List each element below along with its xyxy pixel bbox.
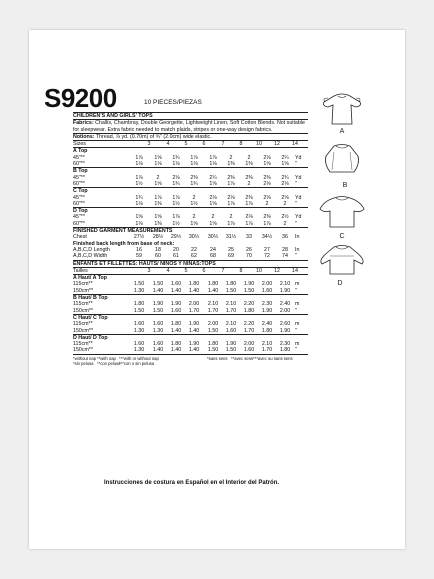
cell-value: 1.80 <box>225 281 237 288</box>
top-d-illustration <box>316 242 368 282</box>
metric-row <box>73 347 308 353</box>
figure-label-b: B <box>342 182 348 189</box>
unit-label: In <box>295 246 300 253</box>
row-label: A,B,C,D Length <box>73 246 110 253</box>
footnotes <box>73 355 308 369</box>
cell-value: 1.30 <box>152 327 164 334</box>
row-label: 60"** <box>73 220 85 227</box>
cell-value: 2 <box>247 180 251 187</box>
row-label: Finished back length from base of neck: <box>73 240 175 247</box>
row-label: A Top <box>73 148 88 155</box>
footnote-text: *without nap <box>73 355 97 361</box>
cell-value: 7 <box>221 141 225 148</box>
unit-label: " <box>295 307 297 314</box>
cell-value: 2.10 <box>261 341 273 348</box>
cell-value: 36 <box>282 234 288 241</box>
row-label: A Haut/ A Top <box>73 275 108 282</box>
row-label: ENFANTS ET FILLETTES: HAUTS/ NIÑOS Y NIÑAS:TOPS <box>73 260 216 267</box>
row-label: 150cm** <box>73 327 94 334</box>
metric-row <box>73 288 308 294</box>
cell-value: 2.60 <box>279 321 291 328</box>
cell-value: 1.50 <box>243 287 255 294</box>
cell-value: 1.90 <box>152 301 164 308</box>
cell-value: 1.40 <box>170 327 182 334</box>
cell-value: 1⅛ <box>135 200 143 207</box>
cell-value: 1.80 <box>207 341 219 348</box>
cell-value: 1.40 <box>170 287 182 294</box>
row-label: Chest <box>73 234 87 241</box>
unit-label: Yd <box>295 214 302 221</box>
cell-value: 26 <box>246 246 252 253</box>
cell-value: 1⅞ <box>135 174 143 181</box>
metric-row <box>73 308 308 314</box>
row-label: 45"** <box>73 214 85 221</box>
row-label: 115cm** <box>73 341 93 348</box>
cell-value: 1.60 <box>133 321 145 328</box>
row-label: D Haut/ D Top <box>73 334 108 341</box>
metric-title <box>73 261 308 267</box>
notions-label: Notions: <box>73 133 95 140</box>
cell-value: 1⅛ <box>154 161 162 168</box>
unit-label: Yd <box>295 194 302 201</box>
cell-value: 1⅞ <box>227 200 235 207</box>
fabrics-text: Challis, Chambray, Double Georgette, Lightweight Linen, Soft Cotton Blends. Not suitable for sleepwear. Extra fabric needed to match plaids, stripes or one-way design fabrics. <box>73 120 305 133</box>
unit-label: Yd <box>295 174 302 181</box>
cell-value: 2⅝ <box>281 194 289 201</box>
cell-value: 2.40 <box>279 301 291 308</box>
cell-value: 1.40 <box>152 347 164 354</box>
cell-value: 2 <box>229 154 233 161</box>
cell-value: 2⅛ <box>263 154 271 161</box>
cell-value: 1.90 <box>243 281 255 288</box>
footnote-text: **avec sens <box>231 355 254 361</box>
cell-value: 1⅝ <box>154 180 162 187</box>
cell-value: 31½ <box>225 234 237 241</box>
cell-value: 1.70 <box>207 307 219 314</box>
cell-value: 1.70 <box>243 327 255 334</box>
cell-value: 2.00 <box>279 307 291 314</box>
notions-text: Thread, ⅞ yd. (0.70m) of ¾" (2.0cm) wide elastic. <box>95 133 212 140</box>
cell-value: 1.90 <box>188 321 200 328</box>
cell-value: 1.90 <box>225 341 237 348</box>
cell-value: 1¾ <box>172 180 180 187</box>
cell-value: 1⅞ <box>245 220 253 227</box>
cell-value: 1.30 <box>133 287 145 294</box>
yardage-row <box>73 201 308 207</box>
cell-value: 2⅛ <box>227 194 235 201</box>
row-label: 115cm** <box>73 321 93 328</box>
footnote-text: *sin pelusa <box>73 360 94 366</box>
cell-value: 1⅞ <box>227 180 235 187</box>
row-label: 45"** <box>73 154 85 161</box>
cell-value: 1⅞ <box>190 154 198 161</box>
row-label: C Top <box>73 188 88 195</box>
cell-value: 70 <box>246 253 252 260</box>
cell-value: 34½ <box>261 234 273 241</box>
cell-value: 8 <box>239 267 243 274</box>
row-label: 60"** <box>73 161 85 168</box>
cell-value: 4 <box>166 141 170 148</box>
cell-value: 29½ <box>170 234 182 241</box>
yardage-row <box>73 221 308 227</box>
cell-value: 2⅜ <box>245 194 253 201</box>
cell-value: 59 <box>136 253 142 260</box>
figure-label-c: C <box>339 233 345 240</box>
cell-value: 2⅜ <box>263 174 271 181</box>
cell-value: 14 <box>292 141 298 148</box>
cell-value: 1⅞ <box>245 200 253 207</box>
cell-value: 2½ <box>281 214 289 221</box>
cell-value: 1.50 <box>207 347 219 354</box>
cell-value: 1.80 <box>133 301 145 308</box>
unit-label: " <box>295 180 297 187</box>
cell-value: 2.00 <box>243 341 255 348</box>
chart-title: CHILDREN'S AND GIRLS' TOPS <box>73 113 153 119</box>
width-row <box>73 253 308 259</box>
unit-label: " <box>295 161 297 168</box>
unit-label: " <box>295 327 297 334</box>
figure-label-a: A <box>339 128 345 135</box>
cell-value: 10 <box>256 141 262 148</box>
cell-value: 1.40 <box>188 327 200 334</box>
cell-value: 1⅜ <box>154 220 162 227</box>
cell-value: 1.50 <box>152 307 164 314</box>
cell-value: 1.30 <box>133 347 145 354</box>
cell-value: 2 <box>229 214 233 221</box>
cell-value: 1⅛ <box>135 161 143 168</box>
cell-value: 2.20 <box>243 301 255 308</box>
cell-value: 5 <box>184 141 188 148</box>
cell-value: 2⅜ <box>190 174 198 181</box>
footnote-text: ***con o sin pelusa <box>119 360 155 366</box>
cell-value: 1½ <box>172 200 180 207</box>
cell-value: 2 <box>283 220 287 227</box>
cell-value: 1¾ <box>135 194 143 201</box>
row-label: FINISHED GARMENT MEASUREMENTS <box>73 228 173 235</box>
row-label: A,B,C,D Width <box>73 253 108 260</box>
cell-value: 1⅞ <box>135 154 143 161</box>
cell-value: 1.50 <box>133 281 145 288</box>
cell-value: 2.10 <box>279 281 291 288</box>
figure-label-d: D <box>337 280 343 287</box>
cell-value: 1.60 <box>170 281 182 288</box>
footnote-text: *sans sens <box>207 355 228 361</box>
cell-value: 2.10 <box>225 301 237 308</box>
unit-label: " <box>295 347 297 354</box>
cell-value: 1.90 <box>188 341 200 348</box>
pieces-count: 10 PIECES/PIEZAS <box>144 99 202 106</box>
cell-value: 2⅝ <box>263 194 271 201</box>
cell-value: 1.80 <box>188 281 200 288</box>
cell-value: 1.80 <box>243 307 255 314</box>
cell-value: 1⅝ <box>209 180 217 187</box>
unit-label: m <box>295 301 300 308</box>
cell-value: 1.40 <box>188 347 200 354</box>
cell-value: 28½ <box>152 234 164 241</box>
cell-value: 25 <box>228 246 234 253</box>
cell-value: 16 <box>136 246 142 253</box>
cell-value: 1⅛ <box>190 161 198 168</box>
cell-value: 60 <box>155 253 161 260</box>
cell-value: 1⅝ <box>135 214 143 221</box>
cell-value: 1⅛ <box>172 161 180 168</box>
cell-value: 62 <box>191 253 197 260</box>
cell-value: 1⅝ <box>281 161 289 168</box>
cell-value: 1.70 <box>225 307 237 314</box>
yardage-row <box>73 161 308 167</box>
unit-label: " <box>295 220 297 227</box>
unit-label: Yd <box>295 154 302 161</box>
top-c-illustration <box>316 193 368 233</box>
cell-value: 1.40 <box>152 287 164 294</box>
fabrics-paragraph <box>73 120 308 133</box>
sizes-row <box>73 141 308 147</box>
footnote-text: ***with or without nap <box>119 355 159 361</box>
cell-value: 1½ <box>172 220 180 227</box>
cell-value: 2⅛ <box>245 214 253 221</box>
cell-value: 1⅛ <box>135 220 143 227</box>
cell-value: 1⅝ <box>263 161 271 168</box>
spanish-instructions-note: Instrucciones de costura en Español en el Interior del Patrón. <box>104 480 280 486</box>
cell-value: 1⅝ <box>190 220 198 227</box>
cell-value: 1⅞ <box>263 220 271 227</box>
cell-value: 2.40 <box>261 321 273 328</box>
unit-label: " <box>295 200 297 207</box>
cell-value: 1.80 <box>170 341 182 348</box>
cell-value: 2.00 <box>188 301 200 308</box>
cell-value: 69 <box>228 253 234 260</box>
cell-value: 7 <box>221 267 225 274</box>
row-label: Tailles <box>73 267 88 274</box>
cell-value: 1.40 <box>188 287 200 294</box>
yardage-row <box>73 181 308 187</box>
cell-value: 1.90 <box>170 301 182 308</box>
cell-value: 12 <box>274 267 280 274</box>
cell-value: 1¾ <box>190 180 198 187</box>
measurement-chart <box>73 112 308 369</box>
cell-value: 1.70 <box>188 307 200 314</box>
cell-value: 30½ <box>207 234 219 241</box>
cell-value: 6 <box>202 141 206 148</box>
cell-value: 1¾ <box>172 154 180 161</box>
cell-value: 1.40 <box>170 347 182 354</box>
row-label: 45"** <box>73 174 85 181</box>
cell-value: 1.50 <box>133 307 145 314</box>
cell-value: 2.10 <box>207 301 219 308</box>
cell-value: 12 <box>274 141 280 148</box>
fabrics-label: Fabrics: <box>73 120 94 127</box>
cell-value: 2.10 <box>225 321 237 328</box>
cell-value: 33 <box>246 234 252 241</box>
unit-label: m <box>295 281 300 288</box>
cell-value: 27½ <box>133 234 145 241</box>
top-a-illustration <box>316 90 368 130</box>
cell-value: 1.50 <box>225 287 237 294</box>
row-label: 150cm** <box>73 307 94 314</box>
cell-value: 8 <box>239 141 243 148</box>
cell-value: 1⅜ <box>227 161 235 168</box>
cell-value: 2 <box>247 154 251 161</box>
row-label: 115cm** <box>73 281 93 288</box>
cell-value: 1.90 <box>279 287 291 294</box>
footnote-text: ***avec ou sans sens <box>253 355 293 361</box>
cell-value: 1.60 <box>133 341 145 348</box>
row-label: D Top <box>73 208 88 215</box>
cell-value: 5 <box>184 267 188 274</box>
cell-value: 2.30 <box>261 301 273 308</box>
cell-value: 20 <box>173 246 179 253</box>
cell-value: 1.80 <box>261 327 273 334</box>
cell-value: 1⅜ <box>154 200 162 207</box>
cell-value: 10 <box>256 267 262 274</box>
cell-value: 2 <box>192 214 196 221</box>
unit-label: m <box>295 341 300 348</box>
unit-label: In <box>295 234 300 241</box>
cell-value: 1⅝ <box>209 200 217 207</box>
cell-value: 2.00 <box>207 321 219 328</box>
cell-value: 2¼ <box>281 154 289 161</box>
cell-value: 1.80 <box>207 281 219 288</box>
cell-value: 2⅛ <box>263 180 271 187</box>
cell-value: 1.90 <box>261 307 273 314</box>
cell-value: 1⅝ <box>154 154 162 161</box>
cell-value: 2⅜ <box>263 214 271 221</box>
cell-value: 2⅛ <box>172 174 180 181</box>
cell-value: 2⅛ <box>281 180 289 187</box>
pattern-code: S9200 <box>44 83 117 113</box>
metric-sizes-row <box>73 268 308 274</box>
cell-value: 68 <box>210 253 216 260</box>
cell-value: 61 <box>173 253 179 260</box>
cell-value: 18 <box>155 246 161 253</box>
cell-value: 74 <box>282 253 288 260</box>
cell-value: 1.60 <box>170 307 182 314</box>
cell-value: 1.50 <box>152 281 164 288</box>
cell-value: 2 <box>156 174 160 181</box>
unit-label: " <box>295 253 297 260</box>
row-label: 115cm** <box>73 301 93 308</box>
cell-value: 2 <box>265 200 269 207</box>
cell-value: 1⅞ <box>154 194 162 201</box>
row-label: 45"** <box>73 194 85 201</box>
row-label: C Haut/ C Top <box>73 314 108 321</box>
cell-value: 28 <box>282 246 288 253</box>
unit-label: " <box>295 287 297 294</box>
cell-value: 1.60 <box>152 341 164 348</box>
cell-value: 1.60 <box>152 321 164 328</box>
cell-value: 2.00 <box>261 281 273 288</box>
cell-value: 24 <box>210 246 216 253</box>
cell-value: 1⅞ <box>172 194 180 201</box>
cell-value: 1⅝ <box>154 214 162 221</box>
cell-value: 2⅛ <box>209 194 217 201</box>
cell-value: 1.50 <box>207 327 219 334</box>
cell-value: 2 <box>283 200 287 207</box>
cell-value: 22 <box>191 246 197 253</box>
cell-value: 1⅝ <box>209 220 217 227</box>
cell-value: 1⅜ <box>245 161 253 168</box>
cell-value: 4 <box>166 267 170 274</box>
cell-value: 1.60 <box>225 327 237 334</box>
cell-value: 1⅞ <box>172 214 180 221</box>
row-label: Sizes <box>73 141 86 148</box>
cell-value: 14 <box>292 267 298 274</box>
top-b-illustration <box>316 142 368 182</box>
cell-value: 72 <box>264 253 270 260</box>
cell-value: 1.40 <box>207 287 219 294</box>
cell-value: 3 <box>147 267 151 274</box>
unit-label: m <box>295 321 300 328</box>
cell-value: 1.60 <box>243 347 255 354</box>
cell-value: 1½ <box>135 180 143 187</box>
cell-value: 1.50 <box>225 347 237 354</box>
row-label: 150cm** <box>73 287 94 294</box>
cell-value: 1½ <box>190 200 198 207</box>
cell-value: 1⅞ <box>209 154 217 161</box>
cell-value: 6 <box>202 267 206 274</box>
row-label: 60"** <box>73 180 85 187</box>
cell-value: 2¼ <box>209 174 217 181</box>
cell-value: 1.30 <box>133 327 145 334</box>
row-label: B Haut/ B Top <box>73 295 108 302</box>
cell-value: 27 <box>264 246 270 253</box>
cell-value: 1.80 <box>279 347 291 354</box>
cell-value: 30½ <box>188 234 200 241</box>
row-label: 150cm** <box>73 347 94 354</box>
cell-value: 2 <box>192 194 196 201</box>
cell-value: 1⅛ <box>209 161 217 168</box>
cell-value: 2 <box>211 214 215 221</box>
row-label: B Top <box>73 168 88 175</box>
cell-value: 1⅞ <box>227 220 235 227</box>
footnote-text: **con pelusa <box>97 360 121 366</box>
cell-value: 2¾ <box>281 174 289 181</box>
cell-value: 1.70 <box>261 347 273 354</box>
footnote-text: **with nap <box>97 355 116 361</box>
cell-value: 2⅜ <box>227 174 235 181</box>
cell-value: 1.60 <box>261 287 273 294</box>
row-label: 60"** <box>73 200 85 207</box>
cell-value: 2⅜ <box>245 174 253 181</box>
metric-row <box>73 328 308 334</box>
cell-value: 1.80 <box>170 321 182 328</box>
cell-value: 3 <box>147 141 151 148</box>
cell-value: 2.20 <box>243 321 255 328</box>
cell-value: 1.90 <box>279 327 291 334</box>
cell-value: 2.30 <box>279 341 291 348</box>
